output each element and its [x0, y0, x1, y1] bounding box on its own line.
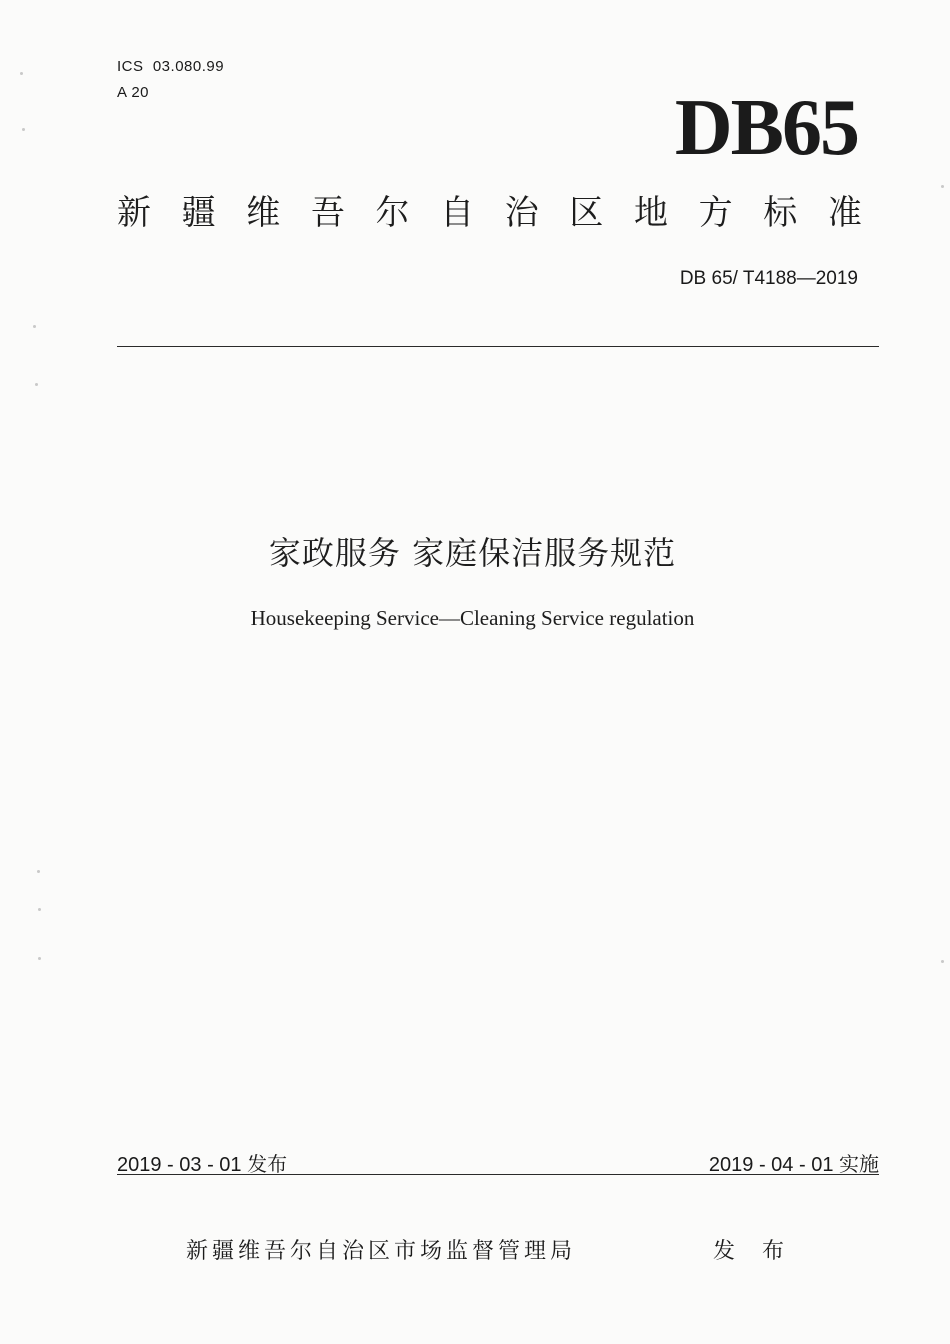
standard-type-char: 维: [246, 193, 281, 233]
top-divider: [117, 346, 879, 347]
standard-type-char: 尔: [375, 193, 410, 233]
standard-type-char: 吾: [310, 193, 345, 233]
scan-speck: [38, 908, 41, 911]
standard-type-char: 新: [117, 193, 151, 233]
issue-date: 2019 - 03 - 01 发布: [117, 1154, 288, 1176]
standard-type-heading: [117, 193, 862, 233]
title-chinese: 家政服务 家庭保洁服务规范: [268, 534, 677, 572]
scan-speck: [20, 72, 23, 75]
ics-code: ICS 03.080.99: [117, 58, 225, 75]
standard-type-char: 疆: [181, 193, 216, 233]
scan-speck: [941, 185, 944, 188]
standard-type-char: 标: [763, 193, 798, 233]
scan-speck: [22, 128, 25, 131]
standard-type-char: 治: [504, 193, 539, 233]
scan-speck: [33, 325, 36, 328]
scan-speck: [941, 960, 944, 963]
scan-speck: [37, 870, 40, 873]
standard-type-char: 地: [634, 193, 668, 233]
standard-type-char: 区: [569, 193, 604, 233]
standard-type-char: 准: [827, 193, 862, 233]
standard-type-char: 方: [698, 193, 733, 233]
standard-number: DB 65/ T4188—2019: [679, 268, 858, 289]
publish-label: 发 布: [713, 1239, 794, 1264]
bottom-divider: [117, 1174, 879, 1175]
implementation-date: 2019 - 04 - 01 实施: [708, 1154, 879, 1176]
scan-speck: [38, 957, 41, 960]
title-english: Housekeeping Service—Cleaning Service regulation: [250, 606, 695, 630]
standard-type-char: 自: [440, 193, 475, 233]
publisher-name: 新疆维吾尔自治区市场监督管理局: [186, 1239, 577, 1264]
db65-logo: DB65: [674, 84, 858, 172]
scan-speck: [35, 383, 38, 386]
ccs-code: A 20: [117, 84, 150, 101]
